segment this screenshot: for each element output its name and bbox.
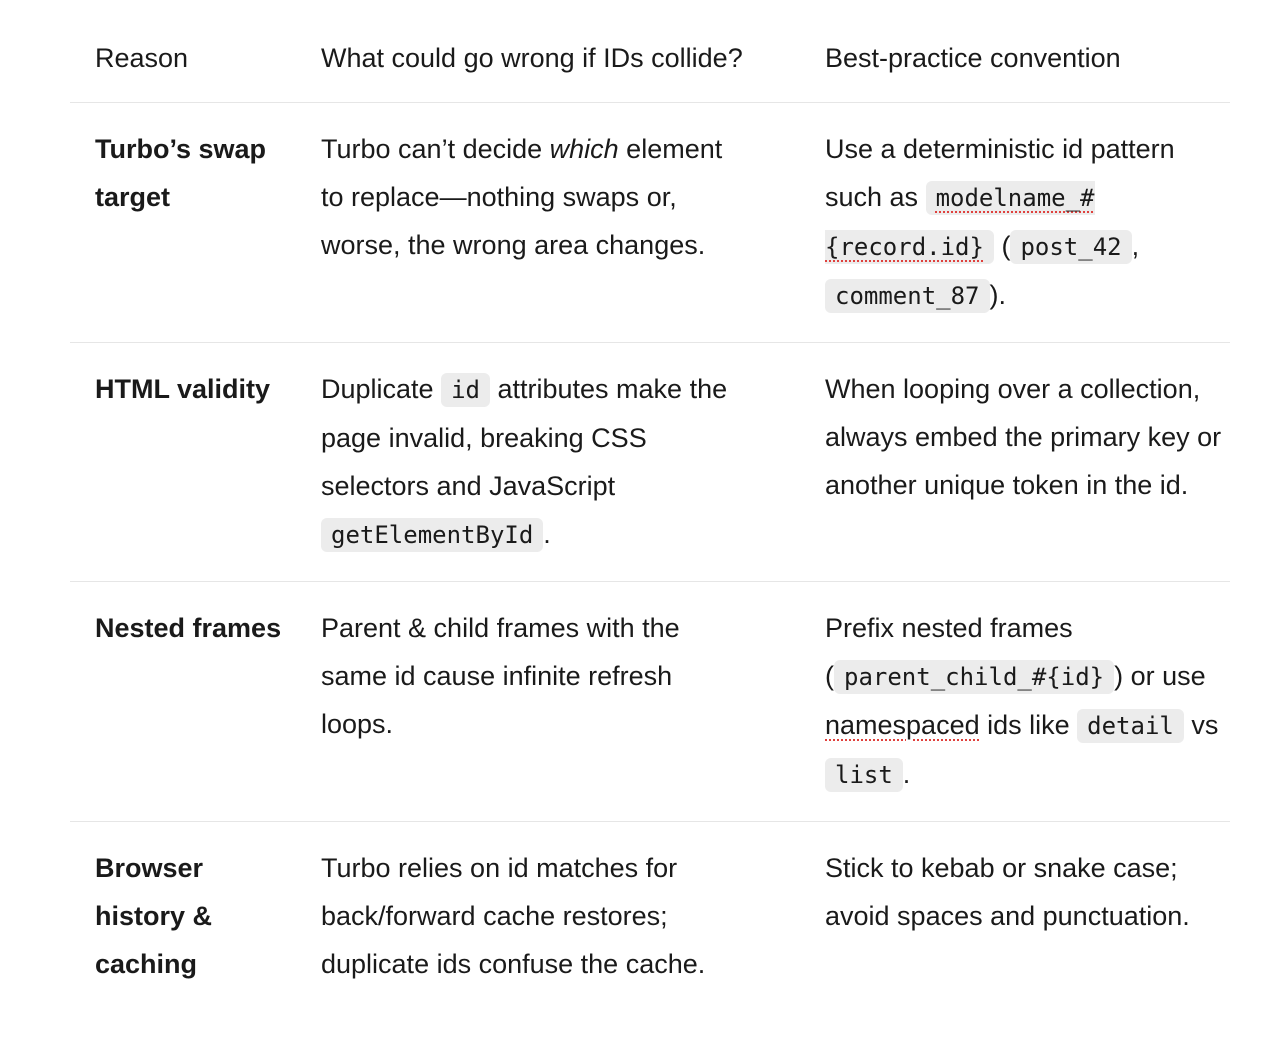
table-row — [70, 582, 1230, 822]
best-practice-cell — [800, 582, 1230, 822]
header-reason: Reason — [95, 43, 189, 73]
reason-cell: HTML validity — [95, 374, 271, 404]
text: . — [543, 519, 551, 549]
what-cell — [296, 343, 800, 582]
reason-cell: Browser history & caching — [95, 853, 213, 979]
what-cell — [296, 103, 800, 343]
inline-code: getElementById — [321, 518, 543, 552]
header-what-could-go-wrong: What could go wrong if IDs collide? — [321, 43, 743, 73]
text: ( — [993, 231, 1011, 261]
reason-cell: Turbo’s swap target — [95, 134, 267, 212]
text: Use a deterministic id pattern such as — [825, 134, 1175, 212]
comparison-table-container — [70, 34, 1230, 1010]
text: ids like — [979, 710, 1078, 740]
emphasis: which — [549, 134, 619, 164]
best-practice-cell — [800, 103, 1230, 343]
spellcheck-underlined-word[interactable]: namespaced — [825, 710, 980, 740]
table-header-row — [70, 34, 1230, 103]
inline-code: parent_child_#{id} — [834, 660, 1114, 694]
reason-cell: Nested frames — [95, 613, 282, 643]
inline-code: comment_87 — [825, 279, 990, 313]
spellcheck-underlined-code: modelname_#{record.id} — [825, 184, 1095, 261]
text: vs — [1183, 710, 1219, 740]
text: . — [902, 759, 911, 789]
header-best-practice: Best-practice convention — [825, 43, 1121, 73]
text: , — [1131, 231, 1140, 261]
inline-code: list — [825, 758, 903, 792]
table-row — [70, 343, 1230, 582]
text: Duplicate — [321, 374, 442, 404]
what-cell: Turbo relies on id matches for back/forward cache restores; duplicate ids confuse the cache. — [321, 853, 706, 979]
best-practice-cell: Stick to kebab or snake case; avoid spaces and punctuation. — [825, 853, 1190, 931]
best-practice-cell: When looping over a collection, always embed the primary key or another unique token in the id. — [825, 374, 1222, 500]
what-cell: Parent & child frames with the same id cause infinite refresh loops. — [321, 613, 680, 739]
inline-code: detail — [1077, 709, 1184, 743]
inline-code: id — [441, 373, 490, 407]
table-row — [70, 822, 1230, 1011]
text: Prefix nested frames ( — [825, 613, 1073, 691]
text: Turbo can’t decide — [321, 134, 550, 164]
text: element to replace—nothing swaps or, worse, the wrong area changes. — [321, 134, 723, 260]
text: attributes make the page invalid, breaking CSS selectors and JavaScript — [321, 374, 728, 501]
text: ). — [989, 280, 1006, 310]
table-row — [70, 103, 1230, 343]
id-collision-table — [70, 34, 1230, 1010]
text: ) or use — [1114, 661, 1206, 691]
inline-code: post_42 — [1010, 230, 1131, 264]
